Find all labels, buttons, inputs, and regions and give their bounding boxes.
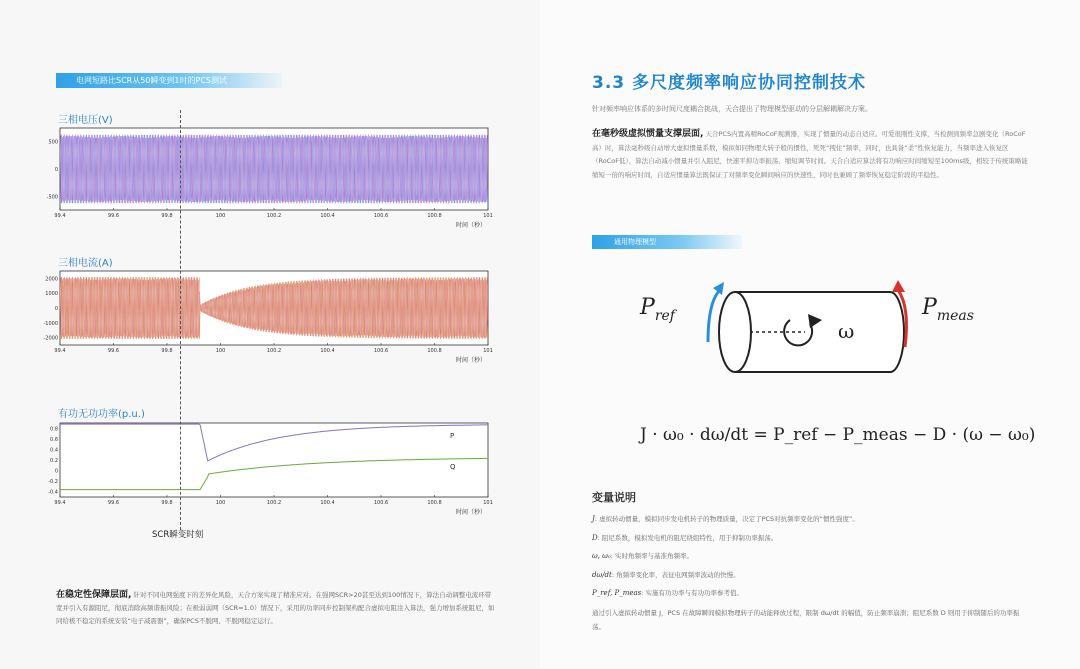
var-item-domega: dω/dt: 角频率变化率，表征电网频率波动的快慢。 (592, 570, 740, 579)
x-tick-label: 99.4 (54, 500, 66, 506)
x-axis-label: 时间（秒） (455, 509, 486, 516)
x-tick-label: 99.6 (107, 213, 120, 219)
var-item-j: J: 虚拟转动惯量，模拟同步发电机转子的物理质量，决定了PCS对抗频率变化的“惯性强度”。 (592, 515, 859, 523)
y-tick-label: 0.8 (50, 426, 58, 433)
x-axis-label: 时间（秒） (455, 222, 486, 229)
p-ref-label: $P_{ref}$ (640, 295, 675, 324)
x-tick-label: 100.2 (266, 348, 282, 354)
x-tick-label: 99.4 (54, 213, 66, 219)
stability-paragraph (56, 589, 496, 628)
y-tick-label: -0.4 (48, 489, 58, 496)
summary-paragraph: 通过引入虚拟转动惯量 J，PCS 在故障瞬间模拟物理转子的动能释放过程，限制 dω/dt 的幅值，防止频率崩溃；阻尼系数 D 则用于抑制随后的功率振荡。 (592, 609, 1020, 631)
inertia-text: 天合PCS内置高精RoCoF观测器，实现了惯量的动态自适应。可爱很刚性支撑，当检测到频率急剧变化（RoCoF高）时，算法毫秒级自动增大虚拟惯量系数，模拟如同物理大转子般的惯性，死死“拽住”频率，同时，也具备“柔”性恢复能力，当频率进入恢复区（RoCoF低），算法自动减小惯量并引入阻尼，快速平抑功率振荡，缩短调节时间。天合自适应算法将有功响应时间缩短至100ms级，相较于传统策略能缩短一倍的响应时间，自适应惯量算法既保证了对频率变化瞬间响应的快速性，同时也兼顾了频率恢复稳定阶段的平稳性。 (592, 130, 1028, 179)
y-tick-label: 0.6 (50, 436, 58, 443)
y-tick-label: 0.2 (50, 458, 58, 464)
x-tick-label: 99.8 (161, 213, 173, 219)
x-tick-label: 100.6 (373, 348, 389, 354)
swing-equation (640, 408, 1036, 460)
x-tick-label: 100 (215, 213, 226, 219)
q-series-label: Q (450, 463, 456, 472)
x-tick-label: 101 (483, 500, 493, 506)
model-banner: 通用物理模型 (592, 235, 742, 249)
y-tick-label: 0 (54, 306, 58, 312)
x-tick-label: 100 (215, 348, 226, 354)
y-tick-label: -500 (46, 194, 58, 201)
scr-event-line (180, 110, 181, 530)
x-tick-label: 100 (215, 500, 226, 506)
y-tick-label: 1000 (45, 291, 58, 298)
inertia-paragraph (592, 128, 1032, 182)
x-tick-label: 100.8 (427, 213, 442, 219)
p-meas-label: $P_{meas}$ (922, 295, 974, 324)
y-tick-label: 2000 (45, 276, 58, 283)
x-tick-label: 99.8 (161, 348, 173, 354)
current-chart (40, 267, 500, 379)
stability-heading: 在稳定性保障层面, (56, 590, 132, 600)
stability-text: 针对不同电网强度下的差异化风险，天合方案实现了精准应对。在强网SCR>20甚至达到100情况下，算法自动调整电流环带宽并引入有源阻尼，彻底消除高频谐振风险；在极弱弱网（SCR=1.0）情况下，采用的功率同步控制架构配合虚拟电阻注入算法，强力增加系统阻尼，如同给极不稳定的系统安装“电子减震器”，确保PCS不脱网、不脱网稳定运行。 (56, 591, 495, 625)
scr-event-label: SCR瞬变时刻 (152, 530, 204, 540)
x-tick-label: 101 (483, 213, 493, 219)
x-tick-label: 101 (483, 348, 493, 354)
x-tick-label: 99.4 (54, 348, 66, 354)
section-title: 3.3 多尺度频率响应协同控制技术 (592, 73, 867, 93)
x-tick-label: 100.2 (266, 213, 282, 219)
y-tick-label: -1000 (43, 320, 58, 327)
y-tick-label: 500 (48, 139, 58, 146)
power-chart (40, 419, 500, 523)
voltage-chart (40, 124, 500, 230)
x-tick-label: 100.8 (427, 348, 442, 354)
variables-title: 变量说明 (592, 491, 636, 504)
power-chart-title: 有功无功功率(p.u.) (58, 409, 145, 420)
variables-list (592, 510, 1032, 603)
equation-text: J · ω₀ · dω/dt = P_ref − P_meas − D · (ω − ω₀) (640, 425, 1036, 445)
rotor-diagram (600, 262, 1000, 382)
x-tick-label: 99.6 (107, 500, 120, 506)
y-tick-label: -0.2 (48, 479, 58, 486)
x-tick-label: 100.6 (373, 500, 389, 506)
test-banner: 电网短路比SCR从50瞬变到1时的PCS测试 (56, 73, 282, 88)
current-chart-title: 三相电流(A) (58, 258, 113, 269)
y-tick-label: 0 (54, 468, 58, 475)
y-tick-label: 0 (54, 167, 58, 173)
x-tick-label: 100.6 (373, 213, 389, 219)
x-tick-label: 99.8 (161, 500, 173, 506)
x-tick-label: 100.2 (266, 500, 282, 506)
var-item-d: D: 阻尼系数，模拟发电机的阻尼绕组特性，用于抑制功率振荡。 (592, 533, 778, 542)
x-tick-label: 100.4 (320, 348, 335, 354)
rotor-cylinder (719, 292, 904, 372)
var-item-p: P_ref, P_meas: 实施有功功率与有功功率参考值。 (592, 589, 744, 597)
omega-label: ω (838, 319, 855, 343)
x-tick-label: 100.8 (427, 500, 442, 506)
var-item-omega: ω, ω₀: 实时角频率与基准角频率。 (592, 552, 693, 560)
y-tick-label: 0.4 (50, 447, 58, 454)
x-tick-label: 100.4 (320, 500, 335, 506)
x-tick-label: 100.4 (320, 213, 335, 219)
voltage-chart-title: 三相电压(V) (58, 115, 113, 126)
x-axis-label: 时间（秒） (455, 357, 486, 364)
x-tick-label: 99.6 (107, 348, 120, 354)
inertia-heading: 在毫秒级虚拟惯量支撑层面, (592, 129, 704, 139)
section-intro: 针对频率响应体系的多时间尺度耦合挑战，天合提出了物理模型驱动的分层解耦解决方案。 (592, 105, 872, 113)
p-series-label: P (450, 432, 455, 441)
y-tick-label: -2000 (43, 335, 58, 342)
